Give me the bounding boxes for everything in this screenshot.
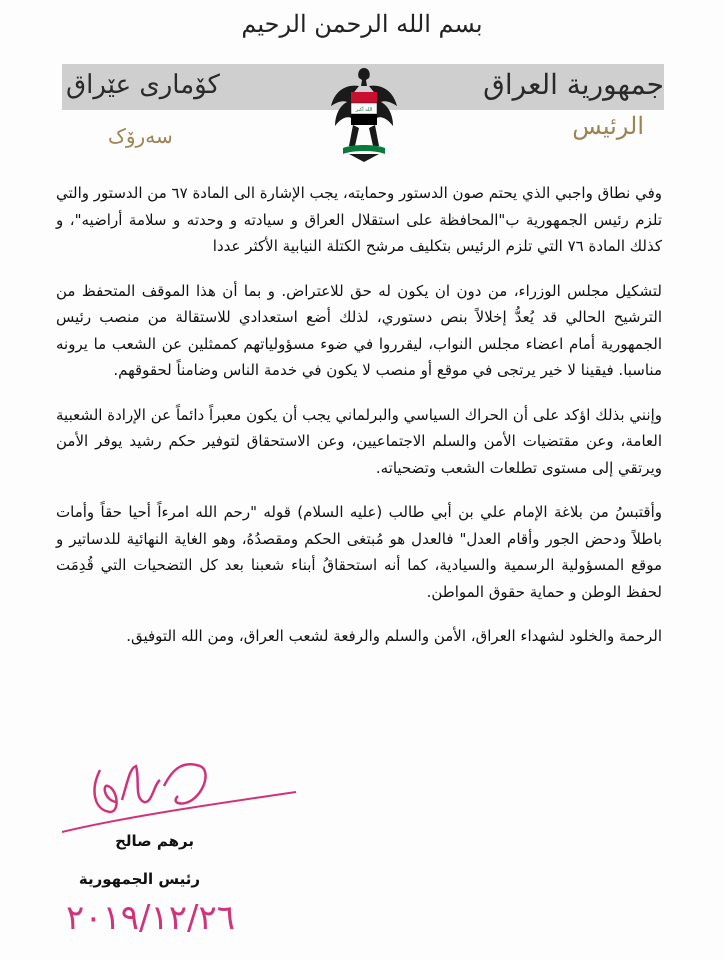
header-kurdish-title: كۆماری عێراق	[66, 70, 220, 100]
paragraph-2: لتشكيل مجلس الوزراء، من دون ان يكون له حق للاعتراض. و بما أن هذا الموقف المتحفظ من الترشيح الحالي قد يُعدُّ إخلالاً بنص دستوري، لذلك أضع استعدادي للاستقالة من منصب رئيس الجمهورية أمام اعضاء مجلس النواب، ليقرروا في ضوء مسؤولياتهم كممثلين عن الشعب ما يرونه مناسبا. فيقينا لا خير يرتجى في موقع أو منصب لا يكون في خدمة الناس وضامناً لحقوقهم.	[56, 281, 662, 379]
paragraph-3: وإنني بذلك اؤكد على أن الحراك السياسي والبرلماني يجب أن يكون معبراً دائماً عن الإرادة الشعبية العامة، وعن مقتضيات الأمن والسلم الاجتماعيين، وعن الاستحقاق لتوفير حكم رشيد يوفر الأمن ويرتقي إلى مستوى تطلعات الشعب وتضحياته.	[56, 405, 662, 477]
kurdish-president-stamp: سەرۆک	[108, 124, 173, 148]
signatory-name: برهم صالح	[115, 832, 194, 850]
handwritten-signature	[60, 740, 300, 840]
paragraph-5: الرحمة والخلود لشهداء العراق، الأمن والسلم والرفعة لشعب العراق، ومن الله التوفيق.	[126, 627, 662, 645]
eagle-emblem-icon	[329, 66, 399, 164]
header-arabic-title: جمهورية العراق	[483, 68, 664, 101]
paragraph-4: وأقتبسُ من بلاغة الإمام علي بن أبي طالب (عليه السلام) قوله "رحم الله امرءاً أحيا حقاً وأمات باطلاً ودحض الجور وأقام العدل" فالعدل هو مُبتغى الحكم ومقصدُهُ، وهو الغاية النهائية للدساتير و موقع المسؤولية الرسمية والسيادية، كما أنه استحقاقُ أبناء شعبنا بعد كل التضحيات التي قُدِمَت لحفظ الوطن و حماية حقوق المواطن.	[56, 503, 662, 601]
arabic-president-stamp: الرئيس	[572, 112, 644, 140]
emblem-text: الله أكبر	[355, 107, 373, 113]
paragraph-1: وفي نطاق واجبي الذي يحتم صون الدستور وحمايته، يجب الإشارة الى المادة ٦٧ من الدستور والتي تلزم رئيس الجمهورية ب"المحافظة على استقلال العراق و سيادته و وحدته و سلامة أراضيه"، و كذلك المادة ٧٦ التي تلزم الرئيس بتكليف مرشح الكتلة النيابية الأكثر عددا	[56, 184, 662, 255]
signatory-title: رئيس الجمهورية	[78, 870, 200, 888]
basmala: بسم الله الرحمن الرحيم	[241, 10, 483, 38]
handwritten-date: ٢٠١٩/١٢/٢٦	[66, 898, 236, 938]
letter-body	[56, 180, 662, 668]
